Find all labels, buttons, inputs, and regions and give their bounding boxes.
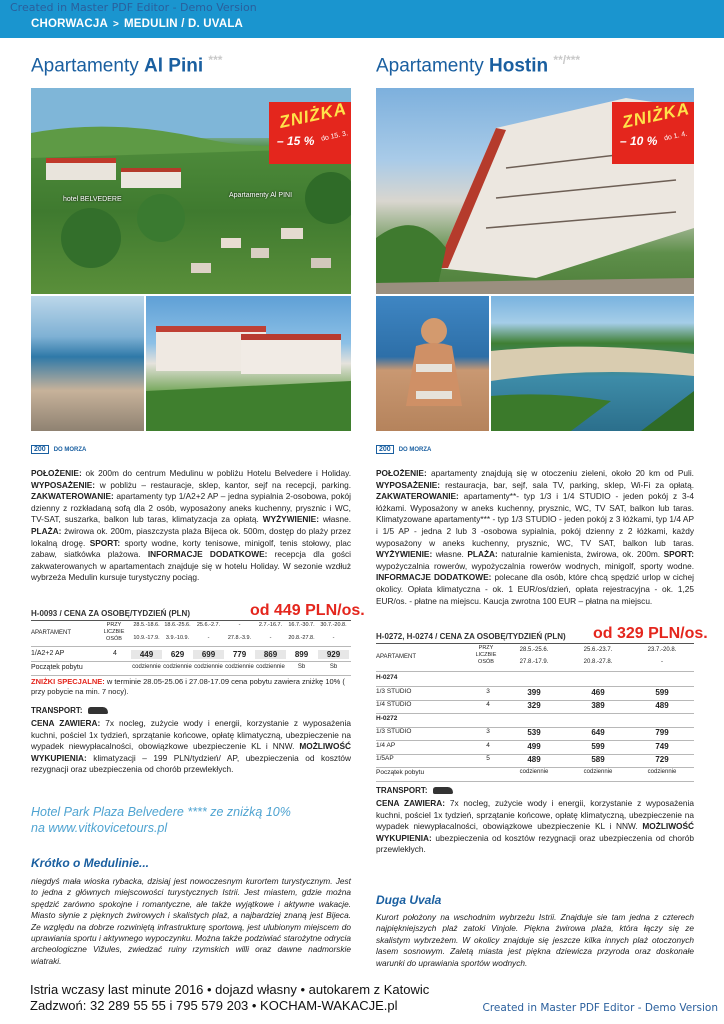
text-sport: sporty wodne, korty tenisowe, minigolf, tenis stołowy, plac zabaw, siatkówka plażowa. [31,537,351,560]
caption-apartments: Apartamenty Al PINI [229,192,293,199]
distance-label: DO MORZA [398,447,432,453]
row-apartment-type: 1/A2+2 AP [31,650,65,657]
discount-date: do 1. 4. [663,130,688,143]
promo-link[interactable]: na www.vitkovicetours.pl [31,821,168,835]
date-range-cell: 28.5.-25.6. [519,647,549,653]
building-illustration [146,296,351,431]
special-text: w terminie 28.05-25.06 i 27.08-17.09 cena pobytu zawiera zniżkę 10% ( przy pobycie na min. 7 nocy). [31,677,345,696]
row-persons: 4 [113,650,117,657]
price-rows-al-pini [31,648,351,678]
footer-line2[interactable]: Zadzwoń: 32 289 55 55 i 795 579 203 • KOCHAM-WAKACJE.pl [30,998,398,1013]
divider [31,646,351,647]
text-beach: naturalnie kamienista, żwirowa, ok. 200m. [497,549,661,560]
label-includes: CENA ZAWIERA: [31,718,101,728]
text-about-medulin: niegdyś mała wioska rybacka, dzisiaj jest nowoczesnym kurortem turystycznym. Jest to jedna z głównych miejscowości turystycznych Istrii. Jest miastem, gdzie można spędzić zarówno spokojne i romantyczne, ale także wyjątkowe i aktywne wakacje. Miasto słynie z pięknych żwirowych i skalistych plaż, a najbardziej znaną jest Bijeca. Ze względu na dobrze rozwiniętą infrastrukturę sportową, jest ulubionym miejscem do uprawiania sportu i aktywnego wypoczynku. Można także podziwiać starożytne odrycia archeologiczne Vižules, zwiedzać ruiny rzymskich willi oraz dawne nadmorskie wiatraki. [31,876,351,966]
date-range-cell: - [207,635,210,641]
price-cell: 469 [591,687,605,697]
stars-rating: *** [208,53,223,67]
date-range-cell: 20.8.-27.8. [288,635,315,641]
col-header-apartment: APARTAMENT [31,630,72,636]
price-cell: 799 [655,728,669,737]
label-additional: INFORMACJE DODATKOWE: [147,549,268,560]
date-range-cell: 18.6.-25.6. [164,622,191,628]
date-range-cell: 3.9.-10.9. [165,635,190,641]
price-cell: 539 [527,728,541,737]
date-range-cell: - [238,622,241,628]
price-from: od 329 PLN/os. [593,625,708,642]
table-group-label: H-0272 [376,714,398,722]
discount-percent: – 15 % [277,134,315,148]
divider [31,661,351,662]
price-from: od 449 PLN/os. [250,602,365,619]
text-board: własne. [318,514,352,525]
text-board: własne. [432,549,464,560]
transport-text: TRANSPORT: [376,786,428,795]
col-header-persons: PRZY LICZBIE OSÓB [475,645,497,665]
page-title-al-pini [31,53,222,77]
date-range-cell: - [661,659,663,665]
price-cell: 329 [527,701,541,710]
special-label: ZNIŻKI SPECJALNE: [31,677,105,686]
row-apartment-type: 1/4 AP [376,741,396,749]
price-cell: 929 [318,650,349,659]
text-beach: żwirowa ok. 200m, piaszczysta plaża Bijeca ok. 500m, dostęp do plaży przez lokalną drogę. [31,525,351,548]
description-hostin [376,468,694,607]
label-accommodation: ZAKWATEROWANIE: [376,491,459,502]
divider [31,675,351,676]
discount-label: ZNIŻKA [620,99,692,132]
text-sport: wypożyczalnia rowerów, wypożyczalnia rowerów wodnych, minigolf, sporty wodne. [376,560,694,571]
date-range-cell: 16.7.-30.7. [288,622,315,628]
photo-hostin-person [376,296,489,431]
label-sport: SPORT: [663,549,694,560]
label-sport: SPORT: [89,537,121,548]
label-beach: PLAŻA: [467,549,498,560]
date-range-cell: 20.8.-27.8. [583,659,613,665]
price-cell: 779 [232,650,247,659]
start-day-cell: codziennie [225,664,254,670]
price-cell: 699 [193,650,224,659]
row-start-label: Początek pobytu [31,664,83,671]
date-range-cell: 23.7.-20.8. [647,647,677,653]
price-cell: 629 [170,650,185,659]
price-cell: 899 [294,650,309,659]
start-day-cell: codziennie [163,664,192,670]
row-persons: 3 [486,687,490,695]
price-cell: codziennie [583,768,613,775]
price-cell: 489 [527,755,541,764]
transport-label [376,786,453,795]
text-location: apartamenty znajdują się w otoczeniu zieleni, około 20 km od Puli. [426,468,694,478]
photo-hostin-building [376,88,694,294]
row-persons: 4 [486,741,490,749]
car-icon [88,707,108,714]
discount-percent: – 10 % [620,134,658,148]
label-includes: CENA ZAWIERA: [376,798,446,808]
distance-value: 200 [376,445,394,454]
text-additional: recepcja dla gości zakwaterowanych w apartamentach znajduje się w hotelu Holiday. W sezonie wzdłuż wybrzeża Medulin kursuje turystyczny pociąg. [31,549,351,583]
promo-line1: Hotel Park Plaza Belvedere **** ze zniżką 10% [31,805,291,819]
label-accommodation: ZAKWATEROWANIE: [31,491,114,502]
photo-al-pini-building [146,296,351,431]
row-apartment-type: Początek pobytu [376,768,425,776]
price-cell: 869 [255,650,286,659]
text-equipment: w pobliżu – restauracje, sklep, kantor, sejf na recepcji, parking. [95,479,351,490]
divider [376,671,694,672]
label-beach: PLAŻA: [31,525,62,536]
breadcrumb-place[interactable]: MEDULIN / D. UVALA [124,18,244,30]
price-cell: codziennie [519,768,549,775]
price-cell: 649 [591,728,605,737]
bay-illustration [491,296,694,431]
text-optional: klimatyzacji – 199 PLN/tydzień/ AP, ubezpieczenia od kosztów rezygnacji oraz ubezpieczenia od chorób przewlekłych. [31,752,351,775]
start-day-cell: Sb [297,664,306,670]
text-includes: 7x nocleg, zużycie wody i energii, korzystanie z wyposażenia kuchni, pościel 1x tydzień, sprzątanie końcowe, opłatę klimatyczną, ubezpieczenie na wypadek niewypłacalności, obowiązkowe ubezpieczenie KL i NNW. [31,718,351,752]
price-cell: codziennie [647,768,677,775]
price-cell: 749 [655,741,669,751]
row-apartment-type: 1/3 STUDIO [376,728,412,735]
row-apartment-type: 1/5AP [376,755,394,762]
col-header-persons: PRZY LICZBIE OSÓB [103,622,125,642]
label-location: POŁOŻENIE: [31,468,82,478]
breadcrumb-separator: > [112,19,120,30]
caption-hotel: hotel BELVEDERE [63,196,122,203]
col-header-apartment: APARTAMENT [376,654,417,660]
date-range-cell: 27.8.-3.9. [227,635,252,641]
photo-hostin-bay [491,296,694,431]
date-range-cell: 25.6.-23.7. [583,647,613,653]
label-equipment: WYPOSAŻENIE: [376,479,441,490]
distance-badge [31,445,86,454]
distance-value: 200 [31,445,49,454]
text-accommodation: apartamenty**- typ 1/3 i 1/4 STUDIO - jeden pokój z 3-4 łóżkami. Wyposażony w aneks kuchenny, prysznic, WC, TV SAT, balkon lub taras. Klimatyzowane apartamenty*** - typ 1/3 STUDIO - jeden pokój z 3 łóżkami, typ 1/4 AP i 1/5 AP - jedna 2 lub 3 -osobowa sypialnia, pokój dzienny z 2 łóżkami, każdy wyposażony w aneks kuchenny, prysznic, WC, TV SAT, balkon lub taras. [376,491,694,548]
date-range-cell: 25.6.-2.7. [196,622,221,628]
price-cell: 729 [655,755,669,764]
row-persons: 3 [486,728,490,735]
photo-al-pini-beach [31,296,144,431]
date-range-cell: 10.9.-17.9. [133,635,160,641]
price-cell: 599 [591,741,605,751]
breadcrumb-country[interactable]: CHORWACJA [31,18,108,30]
distance-badge [376,445,431,454]
label-location: POŁOŻENIE: [376,468,427,478]
title-prefix: Apartamenty [31,55,139,77]
text-about-duga-uvala: Kurort położony na wschodnim wybrzeżu Istrii. Znajduje sie tam jedna z czterech najpiękniejszych plaż zatoki Vinjole. Piękna żwirowa plaża, która łączy się ze skalistym wybrzeżem. W okolicy znajduje się jeszcze kilka innych plaż otoczonych lasem sosnowym. Zaletą miasta jest piękna dziewicza przyroda oraz doskonałe warunki do uprawiania sportów wodnych. [376,912,694,968]
price-cell: 449 [131,650,162,659]
date-range-cell: 28.5.-18.6. [133,622,160,628]
start-day-cell: codziennie [256,664,285,670]
start-day-cell: codziennie [194,664,223,670]
label-additional: INFORMACJE DODATKOWE: [376,572,492,583]
discount-label: ZNIŻKA [277,99,349,132]
watermark-top: Created in Master PDF Editor - Demo Version [10,1,257,14]
page-title-hostin [376,53,580,77]
breadcrumb [31,18,243,30]
text-accommodation: apartamenty typ 1/A2+2 AP – jedna sypialnia 2-osobowa, pokój dzienny z rozkładaną sofą dla 2 osób, wyposażony aneks kuchenny, prysznic i WC, TV-SAT, suszarka, balkon lub taras, klimatyzacja za opłatą. [31,491,351,525]
section-title-duga-uvala: Duga Uvala [376,893,442,907]
person-illustration [376,296,489,431]
car-icon [433,787,453,794]
date-range-cell: 30.7.-20.8. [320,622,347,628]
row-apartment-type: 1/3 STUDIO [376,687,412,695]
price-cell: 389 [591,701,605,710]
price-rows-hostin [376,673,694,783]
distance-label: DO MORZA [53,447,87,453]
price-cell: 599 [655,687,669,697]
special-discounts [31,677,351,697]
row-persons: 5 [486,755,490,762]
label-board: WYŻYWIENIE: [376,549,433,560]
label-optional: MOŻLIWOŚĆ WYKUPIENIA: [31,741,351,763]
description-al-pini [31,468,351,584]
date-range-cell: 27.8.-17.9. [519,659,549,665]
text-additional: polecane dla osób, które chcą spędzić urlop w cichej okolicy. Opłata klimatyczna - ok. 1 EUR/os/dzień, opłata rejestracyjna - ok. 1,25 EUR/os. - płatne na miejscu. Kaucja zwrotna 100 EUR – płatna na miejscu. [376,572,694,606]
text-location: ok 200m do centrum Medulinu w pobliżu Hotelu Belvedere i Holiday. [81,468,351,478]
title-name: Hostin [489,55,549,77]
price-cell: 399 [527,687,541,697]
stars-rating: **/*** [553,53,581,67]
transport-text: TRANSPORT: [31,706,83,715]
price-cell: 499 [527,741,541,751]
discount-badge [612,99,694,164]
discount-badge [269,99,351,164]
title-name: Al Pini [144,55,204,77]
row-persons: 4 [486,701,490,708]
label-optional: MOŻLIWOŚĆ WYKUPIENIA: [376,821,695,843]
footer-line1: Istria wczasy last minute 2016 • dojazd własny • autokarem z Katowic [30,982,430,997]
price-cell: 489 [655,701,669,710]
photo-al-pini-aerial [31,88,351,294]
text-equipment: restauracja, bar, sejf, sala TV, parking, sklep, Wi-Fi za opłatą. [440,479,694,490]
title-prefix: Apartamenty [376,55,484,77]
divider [31,620,351,621]
label-equipment: WYPOSAŻENIE: [31,479,96,490]
divider [376,643,694,644]
watermark-bottom: Created in Master PDF Editor - Demo Version [482,1002,718,1014]
price-table-title: H-0272, H-0274 / CENA ZA OSOBĘ/TYDZIEŃ (PLN) [376,632,566,641]
row-divider [376,781,694,782]
promo-park-plaza[interactable] [31,804,291,836]
start-day-cell: Sb [329,664,338,670]
text-optional: ubezpieczenia od kosztów rezygnacji oraz ubezpieczenia od chorób przewlekłych. [376,832,694,855]
price-includes-al-pini [31,718,351,776]
date-range-cell: - [269,635,272,641]
price-table-hostin-header [376,645,694,673]
date-range-cell: - [332,635,335,641]
price-table-title: H-0093 / CENA ZA OSOBĘ/TYDZIEŃ (PLN) [31,609,190,618]
table-group-label: H-0274 [376,674,398,681]
transport-label [31,706,108,715]
label-board: WYŻYWIENIE: [262,514,319,525]
start-day-cell: codziennie [132,664,161,670]
section-title-medulin: Krótko o Medulinie... [31,856,150,870]
date-range-cell: 2.7.-16.7. [258,622,283,628]
discount-date: do 15. 3. [320,130,349,143]
row-apartment-type: 1/4 STUDIO [376,701,412,708]
price-cell: 589 [591,755,605,764]
price-includes-hostin [376,798,694,856]
text-includes: 7x nocleg, zużycie wody i energii, korzystanie z wyposażenia kuchni, pościel 1x tydzień, sprzątanie końcowe, opłatę klimatyczną, ubezpieczenie na wypadek niewypłacalności, obowiązkowe ubezpieczenie KL i NNW. [376,798,694,832]
